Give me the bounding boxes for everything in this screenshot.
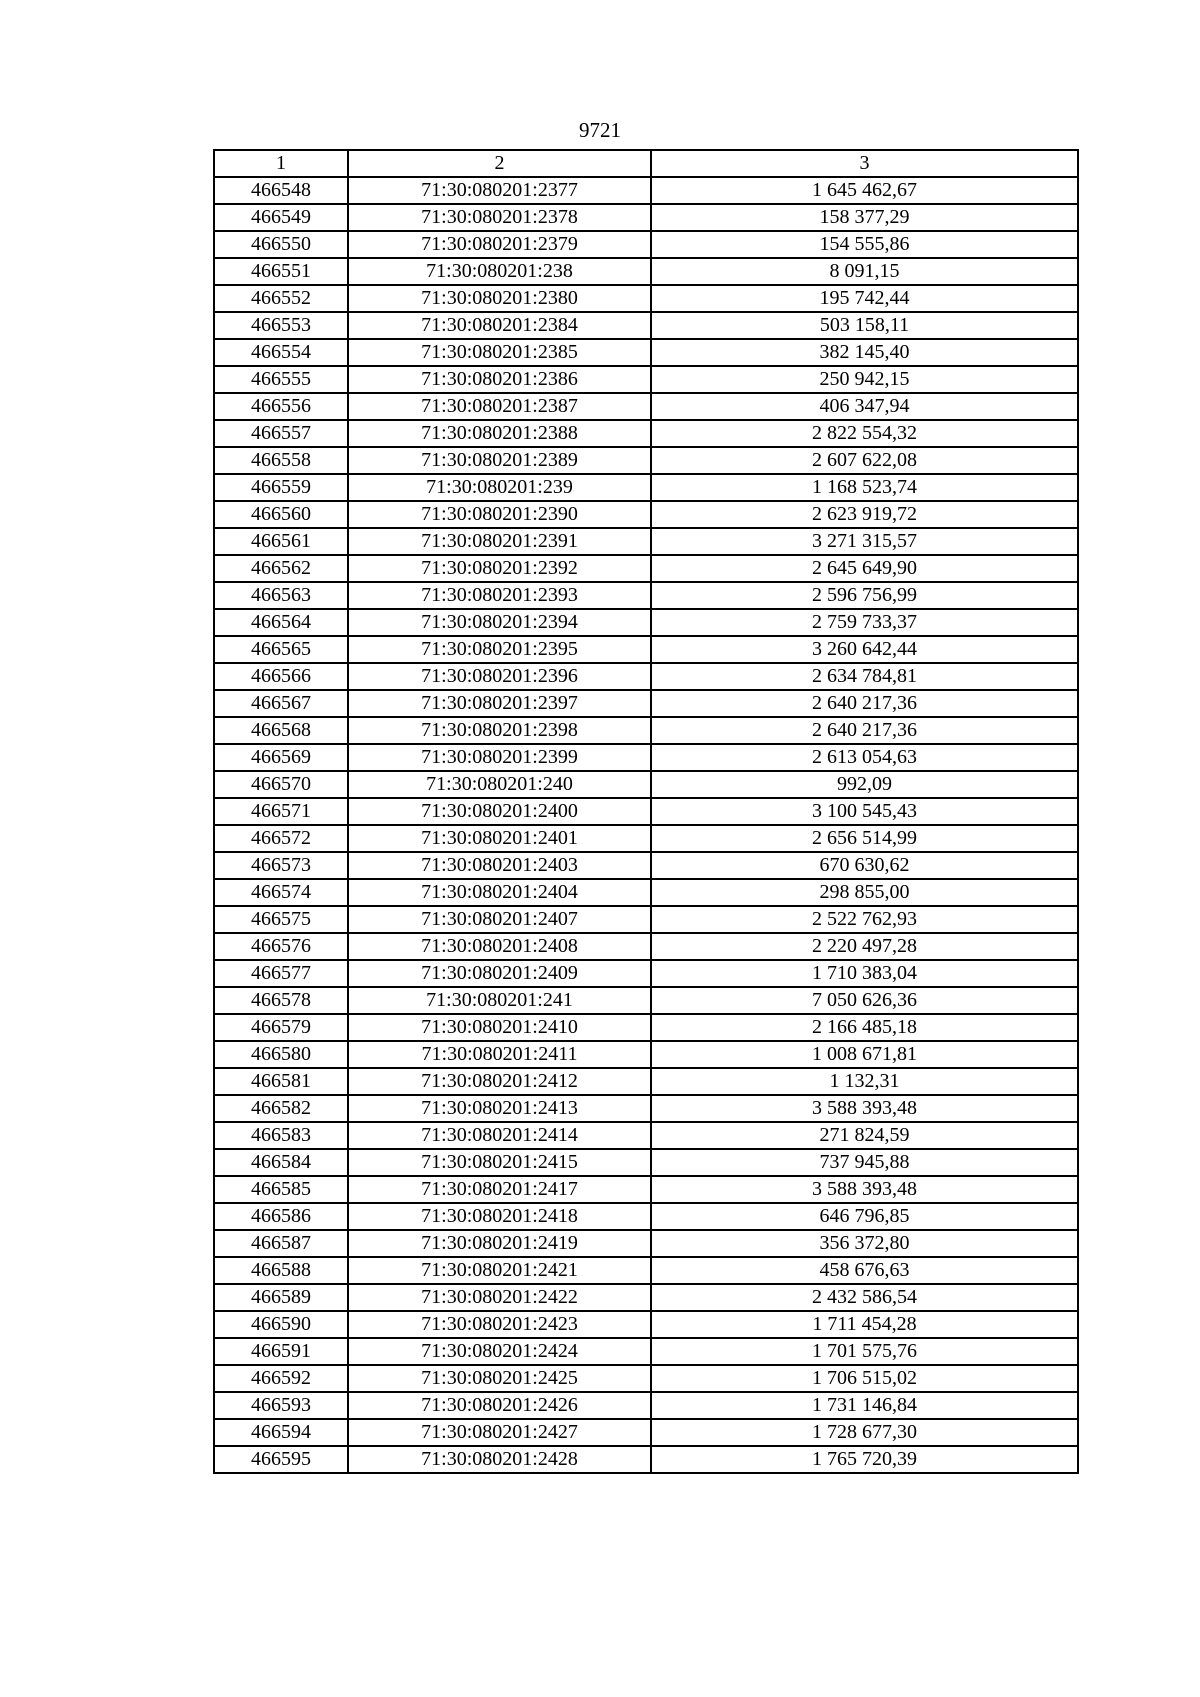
cadastral-number-cell: 71:30:080201:2378 bbox=[348, 204, 651, 231]
table-row bbox=[214, 420, 1078, 447]
table-row bbox=[214, 690, 1078, 717]
page-number: 9721 bbox=[579, 118, 621, 142]
cadastral-number-cell: 71:30:080201:2384 bbox=[348, 312, 651, 339]
value-cell: 1 701 575,76 bbox=[651, 1338, 1078, 1365]
value-cell: 2 645 649,90 bbox=[651, 555, 1078, 582]
row-number-cell: 466577 bbox=[214, 960, 348, 987]
cadastral-number-cell: 71:30:080201:2423 bbox=[348, 1311, 651, 1338]
value-cell: 2 634 784,81 bbox=[651, 663, 1078, 690]
cadastral-number-cell: 71:30:080201:238 bbox=[348, 258, 651, 285]
column-header: 1 bbox=[214, 150, 348, 177]
row-number-cell: 466593 bbox=[214, 1392, 348, 1419]
row-number-cell: 466554 bbox=[214, 339, 348, 366]
row-number-cell: 466590 bbox=[214, 1311, 348, 1338]
table-row bbox=[214, 879, 1078, 906]
row-number-cell: 466589 bbox=[214, 1284, 348, 1311]
table-row bbox=[214, 1095, 1078, 1122]
value-cell: 1 765 720,39 bbox=[651, 1446, 1078, 1473]
table-row bbox=[214, 1257, 1078, 1284]
table-row bbox=[214, 177, 1078, 204]
value-cell: 2 522 762,93 bbox=[651, 906, 1078, 933]
cadastral-number-cell: 71:30:080201:2400 bbox=[348, 798, 651, 825]
row-number-cell: 466563 bbox=[214, 582, 348, 609]
row-number-cell: 466551 bbox=[214, 258, 348, 285]
value-cell: 2 822 554,32 bbox=[651, 420, 1078, 447]
row-number-cell: 466558 bbox=[214, 447, 348, 474]
value-cell: 1 132,31 bbox=[651, 1068, 1078, 1095]
row-number-cell: 466564 bbox=[214, 609, 348, 636]
row-number-cell: 466573 bbox=[214, 852, 348, 879]
row-number-cell: 466556 bbox=[214, 393, 348, 420]
cadastral-number-cell: 71:30:080201:2403 bbox=[348, 852, 651, 879]
cadastral-number-cell: 71:30:080201:2412 bbox=[348, 1068, 651, 1095]
row-number-cell: 466578 bbox=[214, 987, 348, 1014]
cadastral-number-cell: 71:30:080201:239 bbox=[348, 474, 651, 501]
table-row bbox=[214, 609, 1078, 636]
table-row bbox=[214, 960, 1078, 987]
value-cell: 2 623 919,72 bbox=[651, 501, 1078, 528]
value-cell: 2 613 054,63 bbox=[651, 744, 1078, 771]
table-row bbox=[214, 501, 1078, 528]
data-table bbox=[213, 149, 1079, 1474]
table-row bbox=[214, 555, 1078, 582]
table-body bbox=[214, 177, 1078, 1473]
value-cell: 7 050 626,36 bbox=[651, 987, 1078, 1014]
table-row bbox=[214, 1446, 1078, 1473]
cadastral-number-cell: 71:30:080201:2424 bbox=[348, 1338, 651, 1365]
value-cell: 737 945,88 bbox=[651, 1149, 1078, 1176]
cadastral-number-cell: 71:30:080201:2389 bbox=[348, 447, 651, 474]
row-number-cell: 466595 bbox=[214, 1446, 348, 1473]
value-cell: 646 796,85 bbox=[651, 1203, 1078, 1230]
row-number-cell: 466579 bbox=[214, 1014, 348, 1041]
column-header: 3 bbox=[651, 150, 1078, 177]
row-number-cell: 466561 bbox=[214, 528, 348, 555]
value-cell: 158 377,29 bbox=[651, 204, 1078, 231]
table-row bbox=[214, 285, 1078, 312]
table-row bbox=[214, 852, 1078, 879]
row-number-cell: 466583 bbox=[214, 1122, 348, 1149]
value-cell: 1 706 515,02 bbox=[651, 1365, 1078, 1392]
value-cell: 3 271 315,57 bbox=[651, 528, 1078, 555]
row-number-cell: 466548 bbox=[214, 177, 348, 204]
cadastral-number-cell: 71:30:080201:241 bbox=[348, 987, 651, 1014]
value-cell: 406 347,94 bbox=[651, 393, 1078, 420]
cadastral-number-cell: 71:30:080201:2404 bbox=[348, 879, 651, 906]
table-row bbox=[214, 1041, 1078, 1068]
value-cell: 382 145,40 bbox=[651, 339, 1078, 366]
cadastral-number-cell: 71:30:080201:2394 bbox=[348, 609, 651, 636]
table-row bbox=[214, 1311, 1078, 1338]
table-row bbox=[214, 906, 1078, 933]
cadastral-number-cell: 71:30:080201:2401 bbox=[348, 825, 651, 852]
cadastral-number-cell: 71:30:080201:2428 bbox=[348, 1446, 651, 1473]
value-cell: 3 588 393,48 bbox=[651, 1176, 1078, 1203]
value-cell: 356 372,80 bbox=[651, 1230, 1078, 1257]
value-cell: 2 432 586,54 bbox=[651, 1284, 1078, 1311]
cadastral-number-cell: 71:30:080201:2425 bbox=[348, 1365, 651, 1392]
table-row bbox=[214, 447, 1078, 474]
cadastral-number-cell: 71:30:080201:2380 bbox=[348, 285, 651, 312]
table-row bbox=[214, 825, 1078, 852]
cadastral-number-cell: 71:30:080201:240 bbox=[348, 771, 651, 798]
row-number-cell: 466555 bbox=[214, 366, 348, 393]
row-number-cell: 466552 bbox=[214, 285, 348, 312]
table-row bbox=[214, 1203, 1078, 1230]
row-number-cell: 466559 bbox=[214, 474, 348, 501]
cadastral-number-cell: 71:30:080201:2410 bbox=[348, 1014, 651, 1041]
table-row bbox=[214, 1392, 1078, 1419]
table-row bbox=[214, 987, 1078, 1014]
cadastral-number-cell: 71:30:080201:2393 bbox=[348, 582, 651, 609]
row-number-cell: 466566 bbox=[214, 663, 348, 690]
value-cell: 3 100 545,43 bbox=[651, 798, 1078, 825]
value-cell: 3 588 393,48 bbox=[651, 1095, 1078, 1122]
row-number-cell: 466574 bbox=[214, 879, 348, 906]
cadastral-number-cell: 71:30:080201:2391 bbox=[348, 528, 651, 555]
cadastral-number-cell: 71:30:080201:2392 bbox=[348, 555, 651, 582]
row-number-cell: 466572 bbox=[214, 825, 348, 852]
row-number-cell: 466553 bbox=[214, 312, 348, 339]
table-row bbox=[214, 258, 1078, 285]
table-row bbox=[214, 1176, 1078, 1203]
row-number-cell: 466575 bbox=[214, 906, 348, 933]
cadastral-number-cell: 71:30:080201:2379 bbox=[348, 231, 651, 258]
cadastral-number-cell: 71:30:080201:2413 bbox=[348, 1095, 651, 1122]
table-row bbox=[214, 204, 1078, 231]
row-number-cell: 466581 bbox=[214, 1068, 348, 1095]
row-number-cell: 466569 bbox=[214, 744, 348, 771]
table-row bbox=[214, 933, 1078, 960]
cadastral-number-cell: 71:30:080201:2409 bbox=[348, 960, 651, 987]
row-number-cell: 466567 bbox=[214, 690, 348, 717]
row-number-cell: 466557 bbox=[214, 420, 348, 447]
cadastral-number-cell: 71:30:080201:2396 bbox=[348, 663, 651, 690]
value-cell: 2 759 733,37 bbox=[651, 609, 1078, 636]
table-row bbox=[214, 528, 1078, 555]
cadastral-number-cell: 71:30:080201:2388 bbox=[348, 420, 651, 447]
row-number-cell: 466568 bbox=[214, 717, 348, 744]
value-cell: 2 596 756,99 bbox=[651, 582, 1078, 609]
cadastral-number-cell: 71:30:080201:2419 bbox=[348, 1230, 651, 1257]
table-row bbox=[214, 1284, 1078, 1311]
value-cell: 3 260 642,44 bbox=[651, 636, 1078, 663]
row-number-cell: 466594 bbox=[214, 1419, 348, 1446]
table-row bbox=[214, 1122, 1078, 1149]
value-cell: 8 091,15 bbox=[651, 258, 1078, 285]
table-row bbox=[214, 1419, 1078, 1446]
table-header-row bbox=[214, 150, 1078, 177]
cadastral-number-cell: 71:30:080201:2411 bbox=[348, 1041, 651, 1068]
row-number-cell: 466580 bbox=[214, 1041, 348, 1068]
table-row bbox=[214, 339, 1078, 366]
value-cell: 298 855,00 bbox=[651, 879, 1078, 906]
cadastral-number-cell: 71:30:080201:2415 bbox=[348, 1149, 651, 1176]
row-number-cell: 466591 bbox=[214, 1338, 348, 1365]
table-row bbox=[214, 582, 1078, 609]
row-number-cell: 466587 bbox=[214, 1230, 348, 1257]
row-number-cell: 466571 bbox=[214, 798, 348, 825]
value-cell: 2 640 217,36 bbox=[651, 717, 1078, 744]
value-cell: 1 008 671,81 bbox=[651, 1041, 1078, 1068]
cadastral-number-cell: 71:30:080201:2385 bbox=[348, 339, 651, 366]
value-cell: 503 158,11 bbox=[651, 312, 1078, 339]
value-cell: 195 742,44 bbox=[651, 285, 1078, 312]
row-number-cell: 466565 bbox=[214, 636, 348, 663]
cadastral-number-cell: 71:30:080201:2417 bbox=[348, 1176, 651, 1203]
row-number-cell: 466560 bbox=[214, 501, 348, 528]
table-row bbox=[214, 663, 1078, 690]
value-cell: 992,09 bbox=[651, 771, 1078, 798]
row-number-cell: 466550 bbox=[214, 231, 348, 258]
table-row bbox=[214, 636, 1078, 663]
row-number-cell: 466588 bbox=[214, 1257, 348, 1284]
table-row bbox=[214, 798, 1078, 825]
cadastral-number-cell: 71:30:080201:2387 bbox=[348, 393, 651, 420]
row-number-cell: 466562 bbox=[214, 555, 348, 582]
row-number-cell: 466582 bbox=[214, 1095, 348, 1122]
value-cell: 1 645 462,67 bbox=[651, 177, 1078, 204]
column-header: 2 bbox=[348, 150, 651, 177]
table-row bbox=[214, 1365, 1078, 1392]
row-number-cell: 466576 bbox=[214, 933, 348, 960]
cadastral-number-cell: 71:30:080201:2421 bbox=[348, 1257, 651, 1284]
cadastral-number-cell: 71:30:080201:2398 bbox=[348, 717, 651, 744]
table-row bbox=[214, 366, 1078, 393]
row-number-cell: 466585 bbox=[214, 1176, 348, 1203]
cadastral-number-cell: 71:30:080201:2426 bbox=[348, 1392, 651, 1419]
table-row bbox=[214, 1230, 1078, 1257]
cadastral-number-cell: 71:30:080201:2390 bbox=[348, 501, 651, 528]
row-number-cell: 466570 bbox=[214, 771, 348, 798]
row-number-cell: 466586 bbox=[214, 1203, 348, 1230]
cadastral-number-cell: 71:30:080201:2407 bbox=[348, 906, 651, 933]
value-cell: 1 710 383,04 bbox=[651, 960, 1078, 987]
table-row bbox=[214, 1014, 1078, 1041]
value-cell: 271 824,59 bbox=[651, 1122, 1078, 1149]
value-cell: 1 731 146,84 bbox=[651, 1392, 1078, 1419]
table-row bbox=[214, 474, 1078, 501]
value-cell: 1 168 523,74 bbox=[651, 474, 1078, 501]
table-row bbox=[214, 771, 1078, 798]
value-cell: 670 630,62 bbox=[651, 852, 1078, 879]
cadastral-number-cell: 71:30:080201:2422 bbox=[348, 1284, 651, 1311]
row-number-cell: 466584 bbox=[214, 1149, 348, 1176]
cadastral-number-cell: 71:30:080201:2399 bbox=[348, 744, 651, 771]
row-number-cell: 466592 bbox=[214, 1365, 348, 1392]
value-cell: 2 607 622,08 bbox=[651, 447, 1078, 474]
cadastral-number-cell: 71:30:080201:2395 bbox=[348, 636, 651, 663]
table-row bbox=[214, 1068, 1078, 1095]
value-cell: 2 656 514,99 bbox=[651, 825, 1078, 852]
value-cell: 458 676,63 bbox=[651, 1257, 1078, 1284]
table-row bbox=[214, 1149, 1078, 1176]
value-cell: 1 728 677,30 bbox=[651, 1419, 1078, 1446]
row-number-cell: 466549 bbox=[214, 204, 348, 231]
cadastral-number-cell: 71:30:080201:2427 bbox=[348, 1419, 651, 1446]
value-cell: 1 711 454,28 bbox=[651, 1311, 1078, 1338]
value-cell: 2 220 497,28 bbox=[651, 933, 1078, 960]
value-cell: 250 942,15 bbox=[651, 366, 1078, 393]
cadastral-number-cell: 71:30:080201:2377 bbox=[348, 177, 651, 204]
value-cell: 154 555,86 bbox=[651, 231, 1078, 258]
table-row bbox=[214, 1338, 1078, 1365]
cadastral-number-cell: 71:30:080201:2414 bbox=[348, 1122, 651, 1149]
table-row bbox=[214, 393, 1078, 420]
cadastral-number-cell: 71:30:080201:2397 bbox=[348, 690, 651, 717]
value-cell: 2 640 217,36 bbox=[651, 690, 1078, 717]
value-cell: 2 166 485,18 bbox=[651, 1014, 1078, 1041]
table-row bbox=[214, 312, 1078, 339]
cadastral-number-cell: 71:30:080201:2418 bbox=[348, 1203, 651, 1230]
cadastral-number-cell: 71:30:080201:2408 bbox=[348, 933, 651, 960]
table-row bbox=[214, 744, 1078, 771]
table-row bbox=[214, 231, 1078, 258]
cadastral-number-cell: 71:30:080201:2386 bbox=[348, 366, 651, 393]
table-row bbox=[214, 717, 1078, 744]
